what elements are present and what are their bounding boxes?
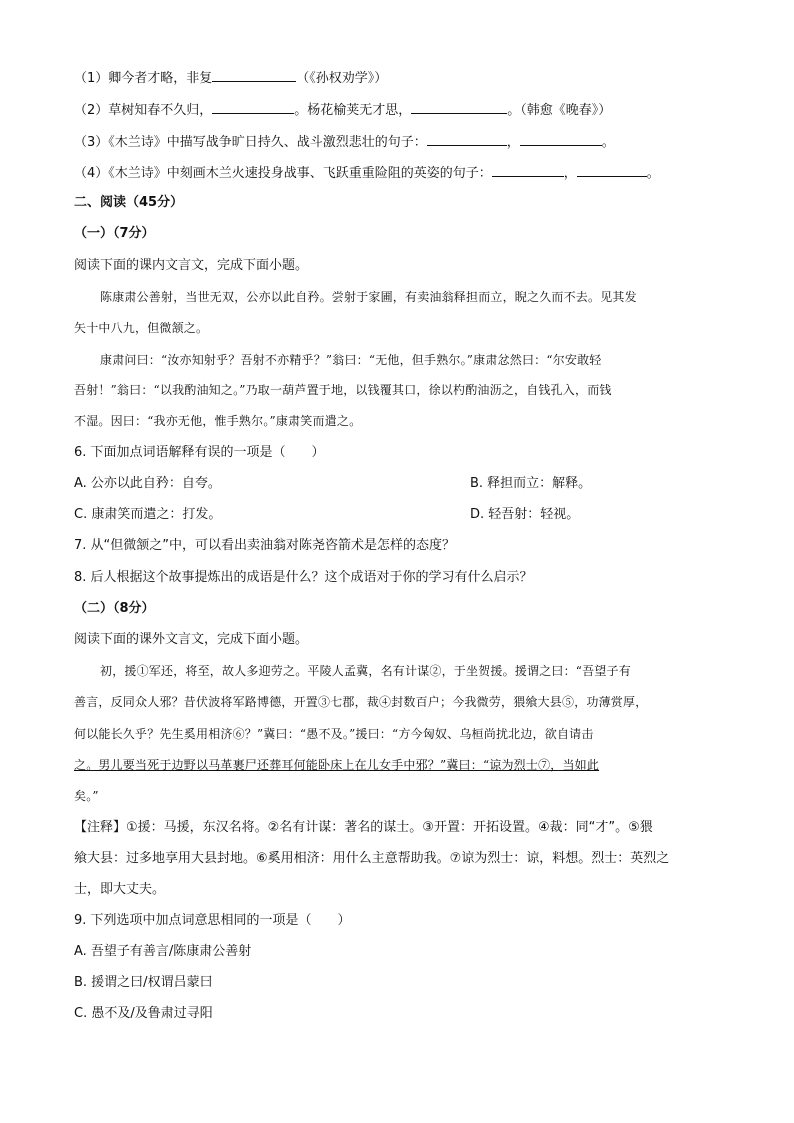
part-heading: （二）（8分） [74,601,155,616]
passage-line: 康肃问曰：“汝亦知射乎？吾射不亦精乎？”翁曰：“无他，但手熟尔。”康肃忿然曰：“尔安敢轻 [100,353,602,367]
answer-blank[interactable] [212,99,294,114]
options-row [74,475,714,493]
fill-in-question-2 [74,99,611,120]
option-a[interactable]: A. 吾望子有善言/陈康肃公善射 [74,944,252,959]
question-text: （4）《木兰诗》中刻画木兰火速投身战事、飞跃重重险阻的英姿的句子： [74,166,492,181]
answer-blank[interactable] [411,99,507,114]
option-a[interactable]: A. 公亦以此自矜：自夸。 [74,476,221,491]
question-text: （1）卿今者才略，非复 [74,71,213,86]
passage-line: 何以能长久乎？先生奚用相济⑥？”冀曰：“愚不及。”援曰：“方今匈奴、乌桓尚扰北边，欲自请击 [74,727,594,741]
notes-line: 飨大县：过多地享用大县封地。⑥奚用相济：用什么主意帮助我。⑦谅为烈士：谅，料想。烈士：英烈之 [74,851,670,866]
option-b[interactable]: B. 释担而立：解释。 [470,476,592,491]
option-c[interactable]: C. 康肃笑而遣之：打发。 [74,507,222,522]
question-text: 。杨花榆荚无才思， [294,103,412,118]
option-c[interactable]: C. 愚不及/及鲁肃过寻阳 [74,1006,213,1021]
question-text: ， [563,166,577,181]
passage-line: 善言，反同众人邪？昔伏波将军路博德，开置③七郡，裁④封数百户；今我微劳，猥飨大县⑤，功薄赏厚， [74,695,648,709]
question-text: （3）《木兰诗》中描写战争旷日持久、战斗激烈悲壮的句子： [74,135,427,150]
fill-in-question-3 [74,131,615,152]
answer-blank[interactable] [492,162,564,177]
passage-line: 矢十中八九，但微颔之。 [74,321,209,335]
answer-blank[interactable] [520,131,602,146]
question-6: 6. 下面加点词语解释有误的一项是（ ） [74,445,325,460]
question-text: 。（韩愈《晚春》） [507,103,612,118]
question-9: 9. 下列选项中加点词意思相同的一项是（ ） [74,913,351,928]
question-text: ， [506,135,520,150]
fill-in-question-4 [74,162,660,183]
answer-blank[interactable] [427,131,507,146]
notes-line: 士，即大丈夫。 [74,882,166,897]
passage-line: 不湿。因曰：“我亦无他，惟手熟尔。”康肃笑而遣之。 [74,414,362,428]
option-d[interactable]: D. 轻吾射：轻视。 [470,507,580,522]
answer-blank[interactable] [212,67,296,82]
passage-line: 陈康肃公善射，当世无双，公亦以此自矜。尝射于家圃，有卖油翁释担而立，睨之久而不去。见其发 [100,290,637,304]
passage-line-underlined: 之。男儿要当死于边野以马革裹尸还葬耳何能卧床上在儿女手中邪？”冀曰：“谅为烈士⑦，当如此 [74,758,600,772]
question-8: 8. 后人根据这个故事提炼出的成语是什么？这个成语对于你的学习有什么启示？ [74,570,533,585]
options-row [74,506,714,524]
option-b[interactable]: B. 援谓之曰/权谓吕蒙曰 [74,975,213,990]
passage-line: 吾射！”翁曰：“以我酌油知之。”乃取一葫芦置于地，以钱覆其口，徐以杓酌油沥之，自钱孔入，而钱 [74,383,612,397]
passage-line: 初，援①军还，将至，故人多迎劳之。平陵人孟冀，名有计谋②，于坐贺援。援谓之曰：“吾望子有 [100,664,631,678]
answer-blank[interactable] [577,162,647,177]
instruction-text: 阅读下面的课内文言文，完成下面小题。 [74,258,309,273]
section-heading: 二、阅读（45分） [74,195,184,210]
passage-line: 矣。” [74,789,99,803]
instruction-text: 阅读下面的课外文言文，完成下面小题。 [74,632,309,647]
question-text: （2）草树知春不久归， [74,103,213,118]
question-text: （《孙权劝学》） [296,71,388,86]
question-7: 7. 从“但微颔之”中，可以看出卖油翁对陈尧咨箭术是怎样的态度？ [74,538,456,553]
question-text: 。 [646,166,660,181]
notes-line: 【注释】①援：马援，东汉名将。②名有计谋：著名的谋士。③开置：开拓设置。④裁：同“才”。⑤猥 [74,820,653,835]
part-heading: （一）（7分） [74,226,155,241]
fill-in-question-1 [74,67,387,88]
question-text: 。 [601,135,615,150]
